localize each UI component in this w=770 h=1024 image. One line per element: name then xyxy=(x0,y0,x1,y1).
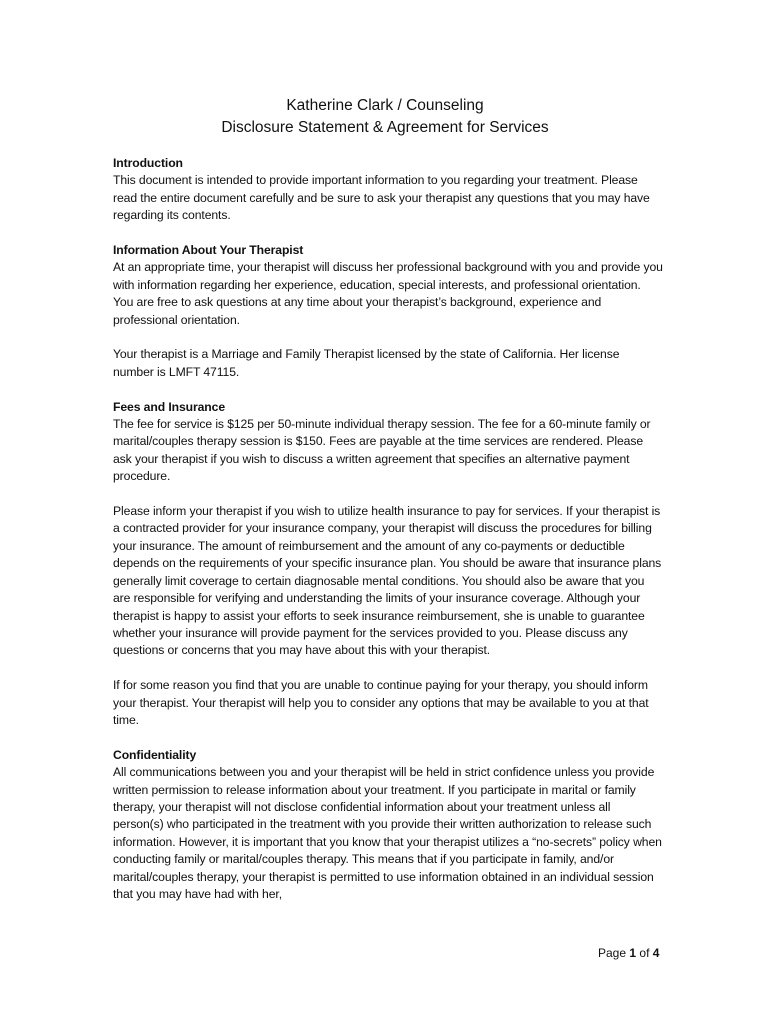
paragraph-introduction: This document is intended to provide important information to you regarding your treatment. Please read the entire document carefully and be sure to ask your therapist any questions that you may have regarding its contents. xyxy=(113,173,650,223)
section-confidentiality xyxy=(113,747,663,904)
paragraph-confidentiality: All communications between you and your therapist will be held in strict confidence unless you provide written permission to release information about your treatment. If you participate in marital or family therapy, your therapist will not disclose confidential information about your treatment unless all person(s) who participated in the treatment with you provide their written authorization to release such information. However, it is important that you know that your therapist utilizes a “no-secrets” policy when conducting family or marital/couples therapy. This means that if you participate in family, and/or marital/couples therapy, your therapist is permitted to use information obtained in an individual session that you may have had with her, xyxy=(113,765,662,901)
paragraph-fees: The fee for service is $125 per 50-minute individual therapy session. The fee for a 60-minute family or marital/couples therapy session is $150. Fees are payable at the time services are rendered. Please ask your therapist if you wish to discuss a written agreement that specifies an alternative payment procedure. xyxy=(113,417,651,484)
section-heading-confidentiality: Confidentiality xyxy=(113,747,197,762)
paragraph-payment-options: If for some reason you find that you are unable to continue paying for your therapy, you should inform your therapist. Your therapist will help you to consider any options that may be available to you at that time. xyxy=(113,678,649,727)
document-title xyxy=(0,95,770,139)
page-total: 4 xyxy=(652,946,660,960)
paragraph-therapist-license: Your therapist is a Marriage and Family Therapist licensed by the state of California. Her license number is LMFT 47115. xyxy=(113,347,620,379)
section-heading-introduction: Introduction xyxy=(113,156,183,170)
page-word: Page xyxy=(598,946,627,960)
title-practice-name: Katherine Clark / Counseling xyxy=(286,97,484,114)
paragraph-therapist-background: At an appropriate time, your therapist will discuss her professional background with you and provide you with information regarding her experience, education, special interests, and professional orientation. You are free to ask questions at any time about your therapist’s background, experience and professional orientation. xyxy=(113,260,663,327)
section-introduction xyxy=(113,155,663,225)
document-body xyxy=(113,155,663,921)
title-document-name: Disclosure Statement & Agreement for Services xyxy=(221,119,549,136)
section-fees xyxy=(113,399,663,730)
section-therapist xyxy=(113,242,663,381)
page-current: 1 xyxy=(629,946,637,960)
page-number xyxy=(598,945,659,962)
section-heading-therapist: Information About Your Therapist xyxy=(113,243,304,258)
page-of: of xyxy=(639,946,650,960)
section-heading-fees: Fees and Insurance xyxy=(113,399,225,414)
paragraph-insurance: Please inform your therapist if you wish to utilize health insurance to pay for services. If your therapist is a contracted provider for your insurance company, your therapist will discuss the procedures for billing your insurance. The amount of reimbursement and the amount of any co-payments or deductible depends on the requirements of your specific insurance plan. You should be aware that insurance plans generally limit coverage to certain diagnosable mental conditions. You should also be aware that you are responsible for verifying and understanding the limits of your insurance coverage. Although your therapist is happy to assist your efforts to seek insurance reimbursement, she is unable to guarantee whether your insurance will provide payment for the services provided to you. Please discuss any questions or concerns that you may have about this with your therapist. xyxy=(113,504,662,658)
